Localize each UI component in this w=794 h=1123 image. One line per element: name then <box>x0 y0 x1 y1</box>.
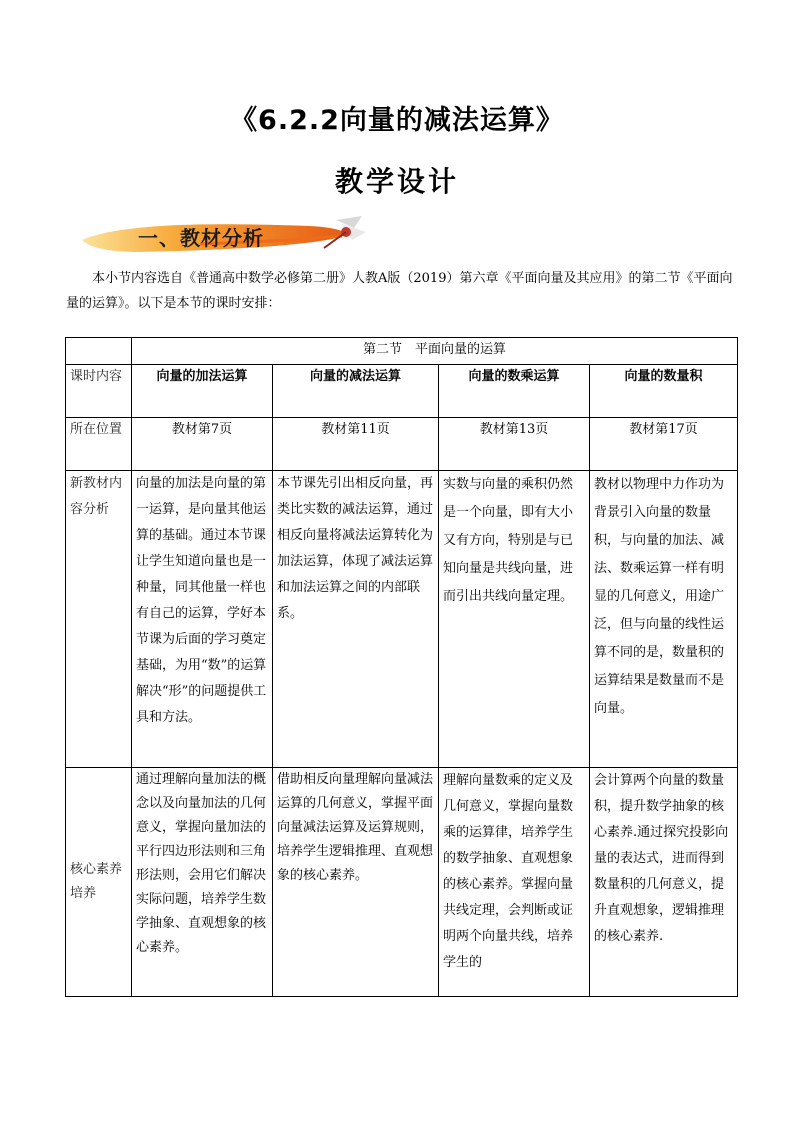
table-cell: 实数与向量的乘积仍然是一个向量，即有大小又有方向，特别是与已知向量是共线向量，进而引出共线向量定理。 <box>439 471 590 768</box>
table-cell: 借助相反向量理解向量减法运算的几何意义，掌握平面向量减法运算及运算规则，培养学生逻辑推理、直观想象的核心素养。 <box>273 768 439 997</box>
table-cell: 向量的加法是向量的第一运算，是向量其他运算的基础。通过本节课让学生知道向量也是一种量，同其他量一样也有自己的运算，学好本节课为后面的学习奠定基础，为用“数”的运算解决“形”的问题提供工具和方法。 <box>132 471 273 768</box>
intro-paragraph: 本小节内容选自《普通高中数学必修第二册》人教A版（2019）第六章《平面向量及其应用》的第二节《平面向量的运算》。以下是本节的课时安排： <box>66 271 733 311</box>
table-cell: 教材以物理中力作功为背景引入向量的数量积，与向量的加法、减法、数乘运算一样有明显的几何意义，用途广泛，但与向量的线性运算不同的是，数量积的运算结果是数量而不是向量。 <box>590 471 738 768</box>
table-cell: 教材第11页 <box>273 418 439 471</box>
table-row <box>66 471 738 768</box>
table-cell: 教材第13页 <box>439 418 590 471</box>
row-label-content: 课时内容 <box>66 365 132 418</box>
column-header: 向量的加法运算 <box>132 365 273 418</box>
table-row <box>66 338 738 365</box>
table-cell: 通过理解向量加法的概念以及向量加法的几何意义，掌握向量加法的平行四边形法则和三角形法则，会用它们解决实际问题，培养学生数学抽象、直观想象的核心素养。 <box>132 768 273 997</box>
schedule-table <box>65 337 738 997</box>
row-label-literacy: 核心素养培养 <box>66 768 132 997</box>
column-header: 向量的数乘运算 <box>439 365 590 418</box>
table-row <box>66 365 738 418</box>
table-cell: 教材第17页 <box>590 418 738 471</box>
table-cell: 会计算两个向量的数量积，提升数学抽象的核心素养.通过探究投影向量的表达式，进而得到数量积的几何意义，提升直观想象，逻辑推理的核心素养. <box>590 768 738 997</box>
column-header: 向量的数量积 <box>590 365 738 418</box>
table-cell: 本节课先引出相反向量，再类比实数的减法运算，通过相反向量将减法运算转化为加法运算，体现了减法运算和加法运算之间的内部联系。 <box>273 471 439 768</box>
table-cell: 理解向量数乘的定义及几何意义，掌握向量数乘的运算律，培养学生的数学抽象、直观想象的核心素养。掌握向量共线定理，会判断或证明两个向量共线，培养学生的 <box>439 768 590 997</box>
table-cell: 教材第7页 <box>132 418 273 471</box>
table-section-header: 第二节 平面向量的运算 <box>132 338 738 365</box>
table-row <box>66 418 738 471</box>
section-banner <box>80 214 370 258</box>
document-subtitle: 教学设计 <box>334 165 459 198</box>
row-label-analysis: 新教材内容分析 <box>66 471 132 768</box>
row-label-location: 所在位置 <box>66 418 132 471</box>
section-heading: 一、教材分析 <box>138 226 264 250</box>
column-header: 向量的减法运算 <box>273 365 439 418</box>
document-title: 《6.2.2向量的减法运算》 <box>230 105 564 136</box>
table-row <box>66 768 738 997</box>
table-cell-empty <box>66 338 132 365</box>
